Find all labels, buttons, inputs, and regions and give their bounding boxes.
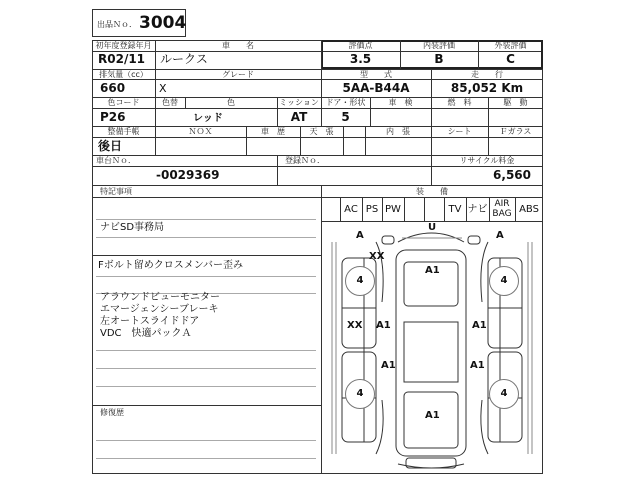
label-car-name: 車 名: [222, 41, 254, 50]
displacement: 660: [100, 81, 126, 95]
label-repaint: 色替: [162, 98, 178, 107]
tire-front-right: 4: [489, 266, 519, 296]
equip-ps: PS: [365, 204, 379, 215]
lot-number-label: 出品Ｎｏ．: [97, 20, 137, 29]
mileage: 85,052 Km: [450, 81, 524, 95]
equip-navi: ナビ: [467, 204, 488, 215]
remark-line-1: ナビSD事務局: [100, 222, 165, 233]
remark-line-6: VDC 快適パックＡ: [100, 328, 192, 339]
label-remarks: 特記事項: [100, 187, 132, 196]
tire-rear-left: 4: [345, 379, 375, 409]
damage-front-center: U: [428, 222, 437, 233]
remark-line-5: 左オートスライドドア: [100, 316, 200, 327]
label-interior-grade: 内装評価: [423, 41, 455, 50]
recycle-fee: 6,560: [493, 168, 531, 182]
damage-right-rear-door: A1: [470, 360, 485, 371]
remark-line-4: エマージェンシーブレーキ: [100, 304, 219, 315]
label-maintenance-book: 整備手帳: [107, 127, 140, 136]
mission: AT: [290, 110, 308, 124]
label-displacement: 排気量（cc）: [99, 70, 148, 79]
label-repair-history: 修復歴: [100, 408, 124, 417]
label-inspection: 車 検: [388, 98, 413, 107]
first-registration: R02/11: [98, 52, 146, 66]
lot-number-box: [92, 9, 186, 37]
tire-rear-right: 4: [489, 379, 519, 409]
label-doors: ドア・形状: [325, 98, 366, 107]
label-first-registration: 初年度登録年月: [95, 41, 152, 50]
color: レッド: [193, 113, 223, 124]
doors: 5: [341, 110, 350, 124]
label-history: 車 歴: [261, 127, 285, 136]
label-equipment: 装 備: [416, 187, 448, 196]
damage-xx-left: XX: [347, 320, 363, 331]
tire-front-left: 4: [345, 266, 375, 296]
model-code: 5AA-B44A: [342, 81, 410, 95]
equip-ac: AC: [344, 204, 358, 215]
label-mileage: 走 行: [471, 70, 503, 79]
label-score: 評価点: [348, 41, 373, 50]
damage-left-front-door: A1: [376, 320, 391, 331]
label-seat: シート: [447, 127, 472, 136]
label-fuel: 燃 料: [447, 98, 472, 107]
remark-line-2: Fボルト留めクロスメンバー歪み: [98, 260, 244, 271]
label-chassis-number: 車台Ｎｏ．: [96, 156, 136, 165]
label-color: 色: [227, 98, 235, 107]
maintenance-book: 後日: [98, 139, 123, 153]
color-code: P26: [100, 110, 126, 124]
label-exterior-grade: 外装評価: [494, 41, 527, 50]
equip-tv: TV: [448, 204, 462, 215]
label-mission: ミッション: [279, 98, 319, 107]
chassis-number: -0029369: [156, 168, 220, 182]
label-model-code: 型 式: [360, 70, 392, 79]
damage-xx-front: XX: [369, 251, 385, 262]
label-registration-number: 登録Ｎｏ．: [285, 156, 325, 165]
interior-grade: B: [434, 52, 444, 66]
label-headliner: 天 張: [309, 127, 334, 136]
equip-pw: PW: [385, 204, 401, 215]
label-front-glass: Ｆガラス: [499, 127, 532, 136]
label-drive: 駆 動: [503, 98, 528, 107]
equip-abs: ABS: [519, 204, 539, 215]
damage-rear: A1: [425, 410, 440, 421]
damage-front-right: A: [496, 230, 504, 241]
remark-line-3: アラウンドビューモニター: [100, 292, 220, 303]
label-color-code: 色コード: [107, 98, 140, 107]
damage-left-rear-door: A1: [381, 360, 396, 371]
label-grade: グレード: [222, 70, 254, 79]
car-name: ルークス: [160, 52, 208, 66]
car-damage-diagram: [322, 222, 542, 473]
damage-front-left: A: [356, 230, 364, 241]
equip-airbag: AIR BAG: [492, 199, 512, 219]
label-nox: ＮＯＸ: [188, 127, 213, 136]
score-value: 3.5: [349, 52, 372, 66]
grade: X: [159, 82, 167, 95]
damage-right-front-door: A1: [472, 320, 487, 331]
label-interior-trim: 内 張: [386, 127, 410, 136]
exterior-grade: C: [506, 52, 515, 66]
label-recycle-fee: リサイクル料金: [459, 156, 515, 165]
damage-roof: A1: [425, 265, 440, 276]
lot-number: 3004: [139, 13, 187, 33]
